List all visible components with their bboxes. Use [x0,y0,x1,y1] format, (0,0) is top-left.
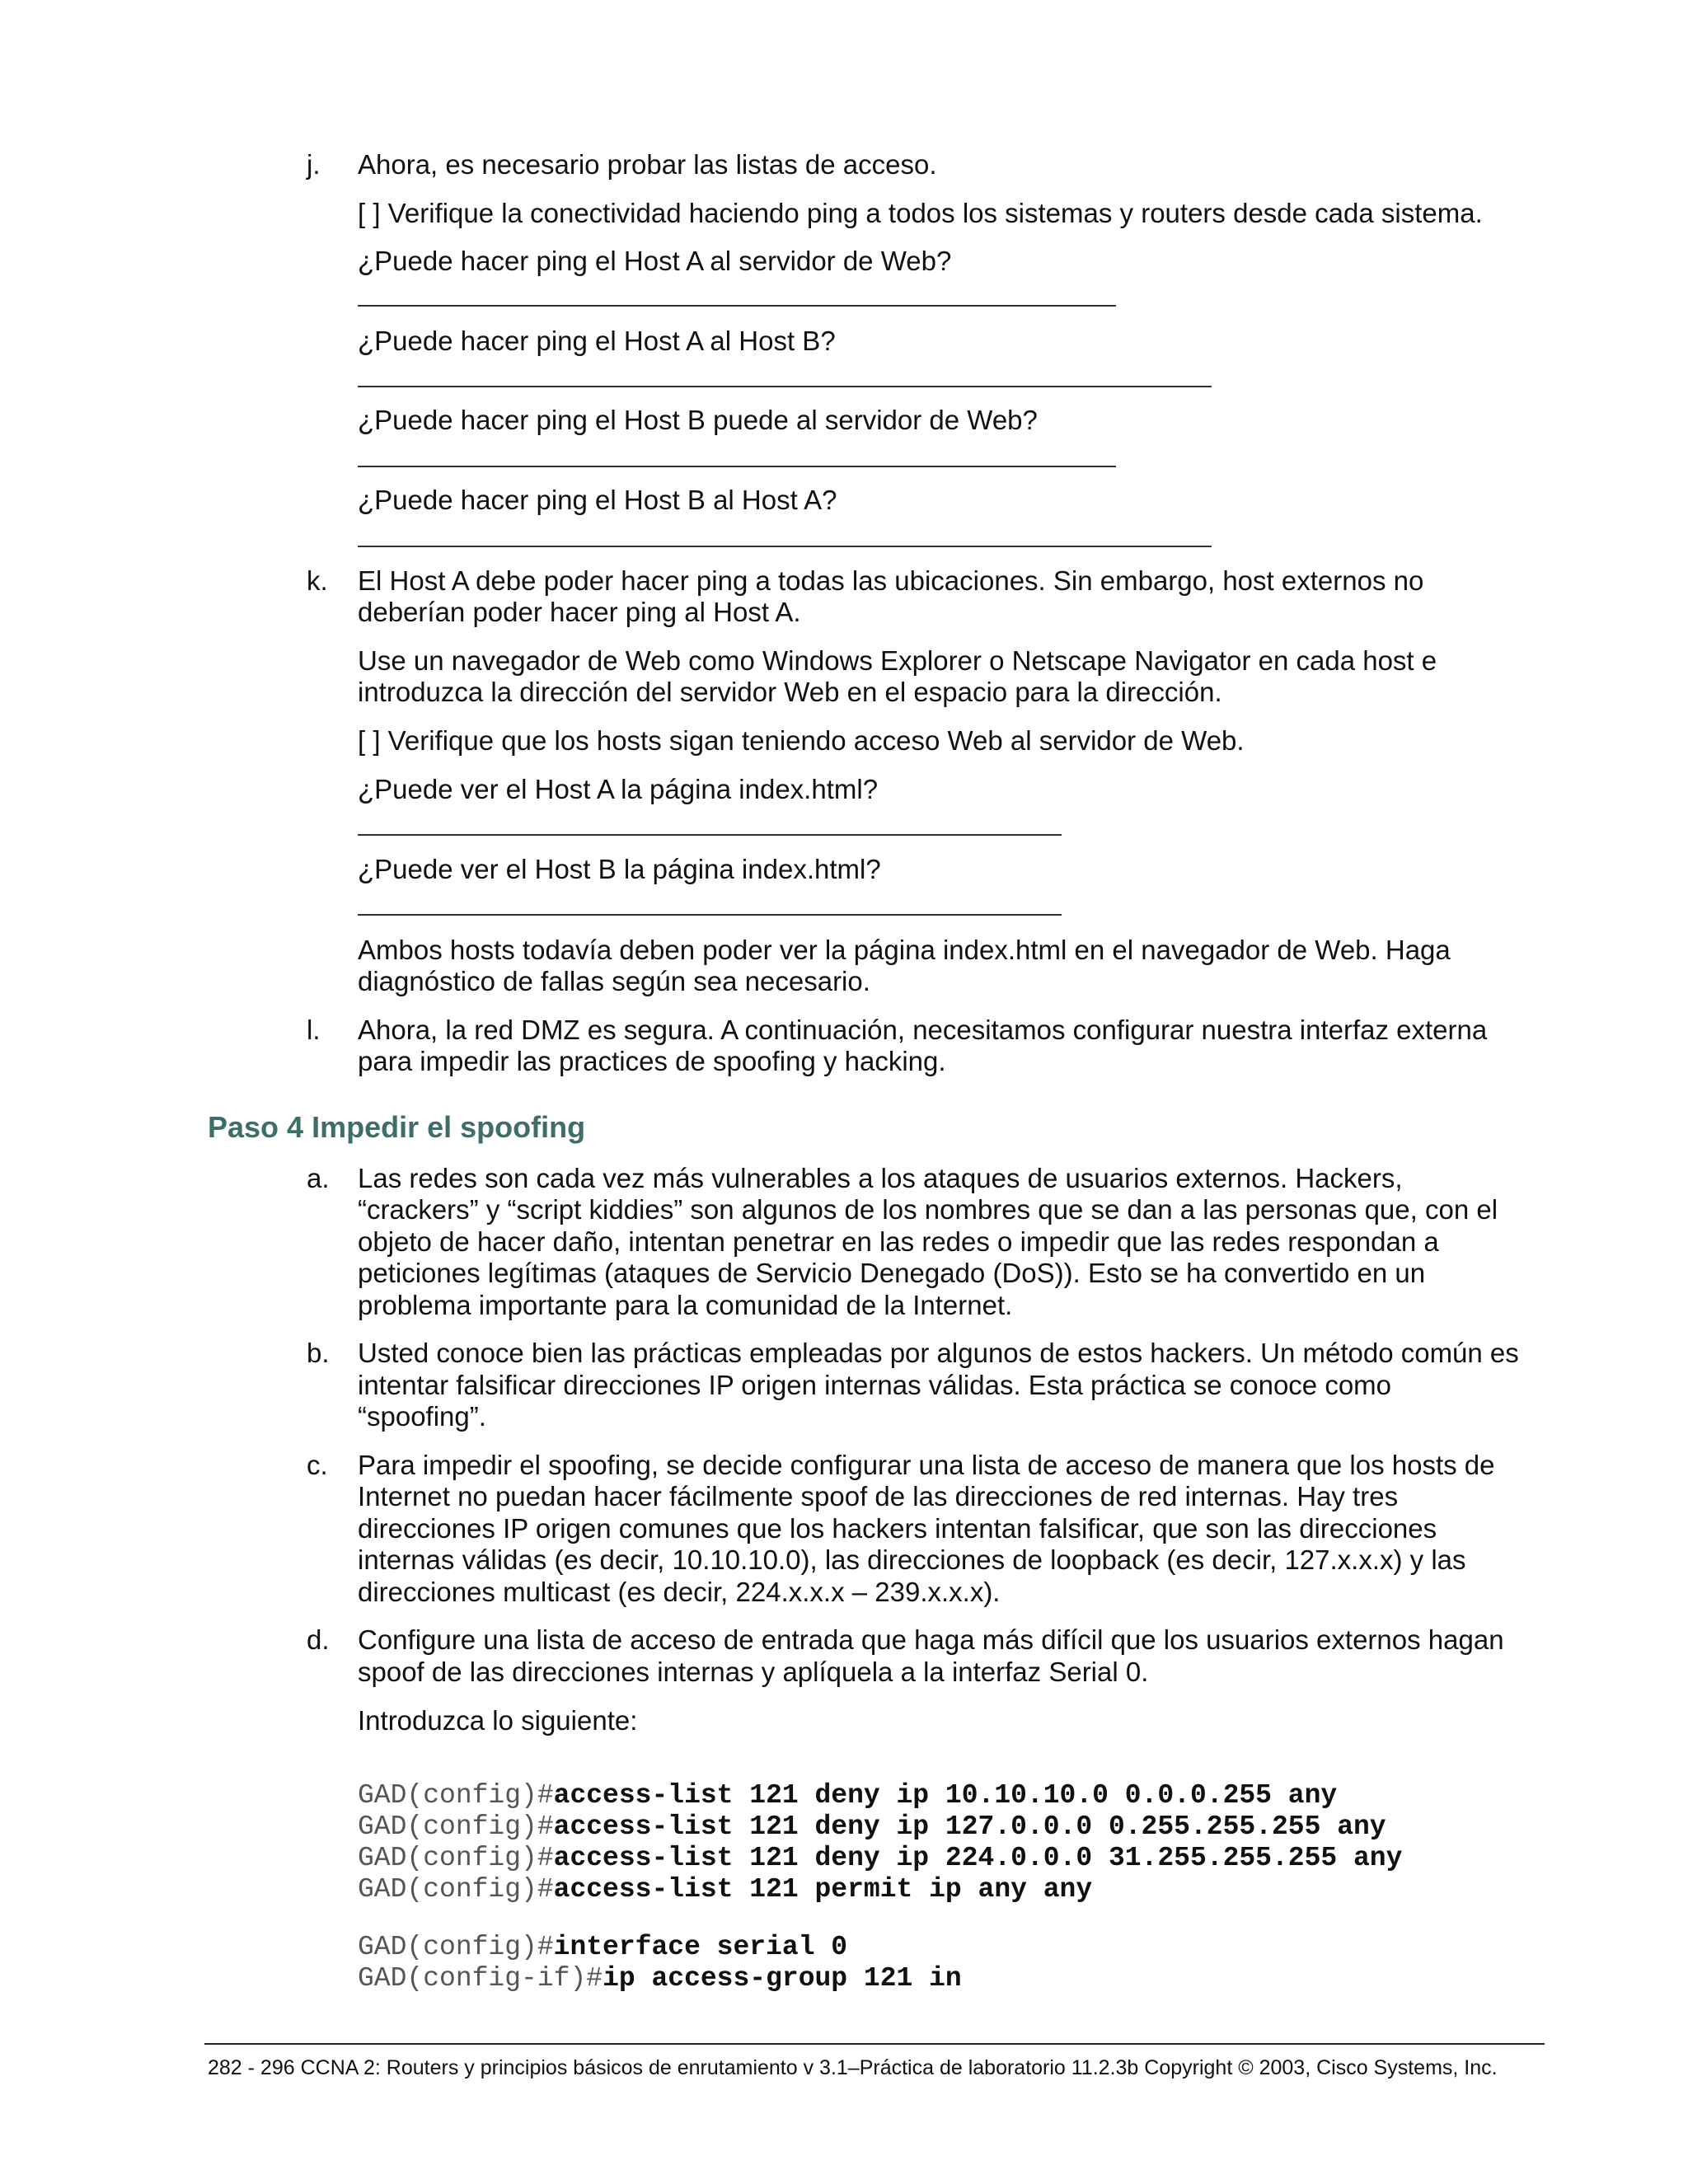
code-command: interface serial 0 [553,1932,848,1962]
step-d-text-line: Configure una lista de acceso de entrada que haga más difícil que los usuarios externos hagan [358,1624,1504,1655]
code-command: access-list 121 permit ip any any [553,1874,1093,1905]
step-k-paragraph-line: introduzca la dirección del servidor Web en el espacio para la dirección. [358,677,1222,707]
question-text: ¿Puede ver el Host A la página index.html? [358,774,879,804]
code-prompt: GAD(config)# [358,1780,554,1811]
step-a-marker: a. [307,1163,330,1193]
code-command: ip access-group 121 in [603,1963,962,1994]
step-l-text-line: para impedir las practices de spoofing y hacking. [358,1046,946,1076]
question-text: ¿Puede ver el Host B la página index.html? [358,854,881,884]
step-k-checkbox-text: [ ] Verifique que los hosts sigan teniendo acceso Web al servidor de Web. [358,725,1245,756]
code-line [358,1811,1386,1843]
code-prompt: GAD(config-if)# [358,1963,603,1994]
step-k-paragraph-line: Use un navegador de Web como Windows Explorer o Netscape Navigator en cada host e [358,645,1437,676]
step-j-checkbox-text: [ ] Verifique la conectividad haciendo ping a todos los sistemas y routers desde cada sistema. [358,198,1483,228]
step-b-text-line: intentar falsificar direcciones IP origen internas válidas. Esta práctica se conoce como [358,1370,1392,1400]
page-footer: 282 - 296 CCNA 2: Routers y principios básicos de enrutamiento v 3.1–Práctica de laboratorio 11.2.3b Copyright © 2003, Cisco Systems, Inc. [208,2056,1498,2079]
step-d-text-line: spoof de las direcciones internas y aplíquela a la interfaz Serial 0. [358,1657,1149,1687]
step-k-paragraph-line: Ambos hosts todavía deben poder ver la página index.html en el navegador de Web. Haga [358,935,1451,965]
step-k-marker: k. [307,565,328,596]
step-a-text-line: problema importante para la comunidad de la Internet. [358,1290,1013,1320]
code-command: access-list 121 deny ip 224.0.0.0 31.255.255.255 any [553,1843,1403,1873]
code-line [358,1963,962,1994]
step-d-intro: Introduzca lo siguiente: [358,1705,638,1736]
step-a-text-line: “crackers” y “script kiddies” son algunos de los nombres que se dan a las personas que, con el [358,1194,1498,1225]
answer-line[interactable] [358,546,1212,547]
code-line [358,1932,847,1963]
step-b-marker: b. [307,1338,330,1368]
answer-line[interactable] [358,466,1116,467]
question-text: ¿Puede hacer ping el Host A al servidor de Web? [358,246,952,276]
step-c-marker: c. [307,1450,328,1480]
code-prompt: GAD(config)# [358,1932,554,1962]
question-text: ¿Puede hacer ping el Host B puede al servidor de Web? [358,405,1038,435]
answer-line[interactable] [358,914,1062,916]
code-line [358,1874,1092,1905]
step-c-text-line: direcciones IP origen comunes que los hackers intentan falsificar, que son las direcciones [358,1513,1437,1544]
code-prompt: GAD(config)# [358,1811,554,1842]
section-heading: Paso 4 Impedir el spoofing [208,1110,586,1144]
code-line [358,1843,1402,1874]
step-d-marker: d. [307,1624,330,1655]
step-j-text: Ahora, es necesario probar las listas de acceso. [358,149,937,180]
code-command: access-list 121 deny ip 127.0.0.0 0.255.255.255 any [553,1811,1386,1842]
answer-line[interactable] [358,386,1212,387]
step-k-text-line: El Host A debe poder hacer ping a todas las ubicaciones. Sin embargo, host externos no [358,565,1424,596]
code-prompt: GAD(config)# [358,1843,554,1873]
code-prompt: GAD(config)# [358,1874,554,1905]
answer-line[interactable] [358,305,1116,307]
step-l-text-line: Ahora, la red DMZ es segura. A continuación, necesitamos configurar nuestra interfaz externa [358,1015,1488,1045]
step-k-text-line: deberían poder hacer ping al Host A. [358,597,801,627]
step-l-marker: l. [307,1015,321,1045]
step-k-paragraph-line: diagnóstico de fallas según sea necesario. [358,966,870,996]
question-text: ¿Puede hacer ping el Host A al Host B? [358,326,836,356]
step-b-text-line: “spoofing”. [358,1401,486,1432]
code-line [358,1780,1337,1811]
step-c-text-line: internas válidas (es decir, 10.10.10.0), las direcciones de loopback (es decir, 127.x.x.x) y las [358,1544,1466,1575]
step-a-text-line: Las redes son cada vez más vulnerables a los ataques de usuarios externos. Hackers, [358,1163,1403,1193]
footer-divider [204,2043,1545,2045]
step-j-marker: j. [307,149,321,180]
step-c-text-line: Para impedir el spoofing, se decide configurar una lista de acceso de manera que los hosts de [358,1450,1495,1480]
step-b-text-line: Usted conoce bien las prácticas empleadas por algunos de estos hackers. Un método común es [358,1338,1519,1368]
step-a-text-line: objeto de hacer daño, intentan penetrar en las redes o impedir que las redes respondan a [358,1226,1439,1257]
step-c-text-line: Internet no puedan hacer fácilmente spoof de las direcciones de red internas. Hay tres [358,1481,1399,1511]
answer-line[interactable] [358,834,1062,836]
step-a-text-line: peticiones legítimas (ataques de Servicio Denegado (DoS)). Esto se ha convertido en un [358,1258,1426,1288]
step-c-text-line: direcciones multicast (es decir, 224.x.x.x – 239.x.x.x). [358,1577,1001,1607]
question-text: ¿Puede hacer ping el Host B al Host A? [358,485,837,515]
code-command: access-list 121 deny ip 10.10.10.0 0.0.0.255 any [553,1780,1338,1811]
